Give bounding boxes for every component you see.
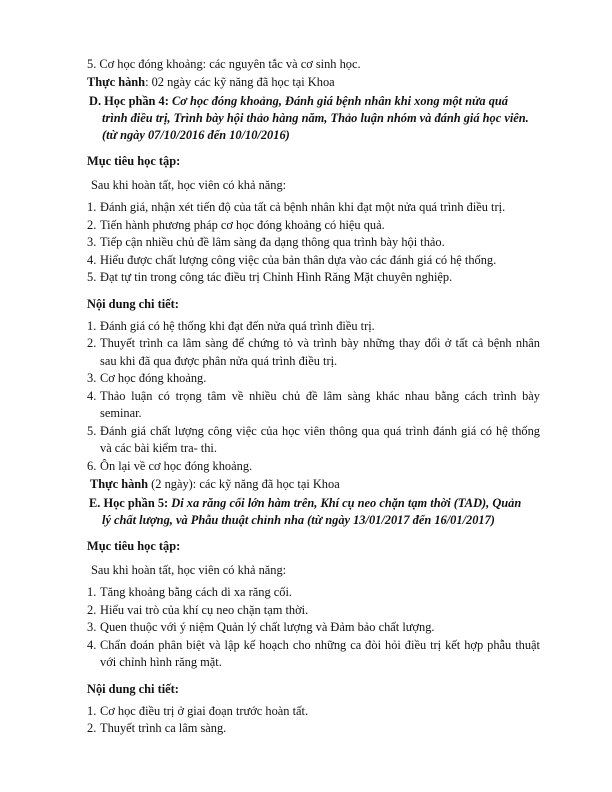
phase-e-heading: [89, 495, 540, 529]
phase-d-objectives-list: [87, 199, 540, 287]
phase-e-title-2: lý chất lượng, và Phẫu thuật chỉnh nha (từ ngày 13/01/2017 đến 16/01/2017): [102, 513, 495, 527]
phase-e-objectives-list: [87, 584, 540, 672]
phase-d-title-1: Cơ học đóng khoảng, Đánh giá bệnh nhân khi xong một nửa quá: [171, 94, 508, 108]
phase-d-title-3: (từ ngày 07/10/2016 đến 10/10/2016): [102, 128, 290, 142]
list-item: 2. Thuyết trình ca lâm sàng để chứng tỏ và trình bày những thay đổi ở tất cả bệnh nhân sau khi đã qua được phân nửa quá trình điều trị.: [87, 336, 540, 368]
list-item: 3. Tiếp cận nhiều chủ đề lâm sàng đa dạng thông qua trình bày hội thảo.: [87, 235, 445, 249]
list-item: 1. Cơ học điều trị ở giai đoạn trước hoàn tất.: [87, 703, 309, 718]
phase-d-objectives-heading: Mục tiêu học tập:: [87, 154, 181, 168]
list-item: 5. Đánh giá chất lượng công việc của học viên thông qua quá trình đánh giá có hệ thống và các bài kiểm tra- thi.: [87, 423, 540, 455]
phase-e-title-1: Di xa răng cối lớn hàm trên, Khí cụ neo chặn tạm thời (TAD), Quản: [171, 496, 522, 510]
phase-d-line1: [89, 93, 540, 110]
top-practice: [87, 73, 540, 91]
practice-text: (2 ngày): các kỹ năng đã học tại Khoa: [148, 477, 340, 491]
phase-d-objectives-intro: Sau khi hoàn tất, học viên có khả năng:: [91, 178, 287, 192]
phase-d-content-heading: Nội dung chi tiết:: [87, 296, 179, 311]
top-item-5: 5. Cơ học đóng khoảng: các nguyên tắc và cơ sinh học.: [87, 57, 361, 71]
phase-e-objectives-intro: Sau khi hoàn tất, học viên có khả năng:: [91, 563, 287, 577]
phase-e-line1: [89, 495, 540, 512]
list-item: 2. Hiểu vai trò của khí cụ neo chặn tạm thời.: [87, 602, 309, 617]
practice-label: Thực hành: [87, 75, 146, 89]
practice-text: : 02 ngày các kỹ năng đã học tại Khoa: [145, 75, 335, 89]
list-item: 1. Đánh giá có hệ thống khi đạt đến nửa quá trình điều trị.: [87, 318, 375, 333]
phase-d-title-2: trình điều trị, Trình bày hội thảo hàng năm, Thảo luận nhóm và đánh giá học viên.: [102, 111, 529, 125]
list-item: 3. Quen thuộc với ý niệm Quản lý chất lượng và Đảm bảo chất lượng.: [87, 620, 435, 634]
practice-label: Thực hành: [90, 477, 149, 491]
list-item: 1. Tăng khoảng bằng cách di xa răng cối.: [87, 585, 292, 599]
phase-d-practice: [87, 475, 540, 493]
phase-e-content-list: [87, 703, 540, 738]
list-item: 2. Thuyết trình ca lâm sàng.: [87, 721, 227, 735]
phase-e-label: E. Học phần 5:: [89, 496, 169, 510]
phase-d-heading: [89, 93, 540, 144]
list-item: 4. Chẩn đoán phân biệt và lập kế hoạch cho những ca đòi hỏi điều trị kết hợp phẫu thuật với chỉnh hình răng mặt.: [87, 637, 540, 669]
phase-d-label: D. Học phần 4:: [89, 94, 169, 108]
phase-d-content-list: [87, 318, 540, 476]
list-item: 1. Đánh giá, nhận xét tiến độ của tất cả bệnh nhân khi đạt một nửa quá trình điều trị.: [87, 200, 506, 214]
phase-e-objectives-heading: Mục tiêu học tập:: [87, 539, 181, 553]
list-item: 5. Đạt tự tin trong công tác điều trị Chỉnh Hình Răng Mặt chuyên nghiệp.: [87, 270, 453, 284]
list-item: 2. Tiến hành phương pháp cơ học đóng khoảng có hiệu quả.: [87, 217, 385, 232]
list-item: 4. Hiểu được chất lượng công việc của bản thân dựa vào các đánh giá có hệ thống.: [87, 252, 497, 267]
list-item: 6. Ôn lại về cơ học đóng khoảng.: [87, 458, 253, 473]
list-item: 4. Thảo luận có trọng tâm về nhiều chủ đề lâm sàng khác nhau bằng cách trình bày seminar.: [87, 388, 540, 420]
phase-e-content-heading: Nội dung chi tiết:: [87, 681, 179, 696]
list-item: 3. Cơ học đóng khoảng.: [87, 371, 207, 385]
